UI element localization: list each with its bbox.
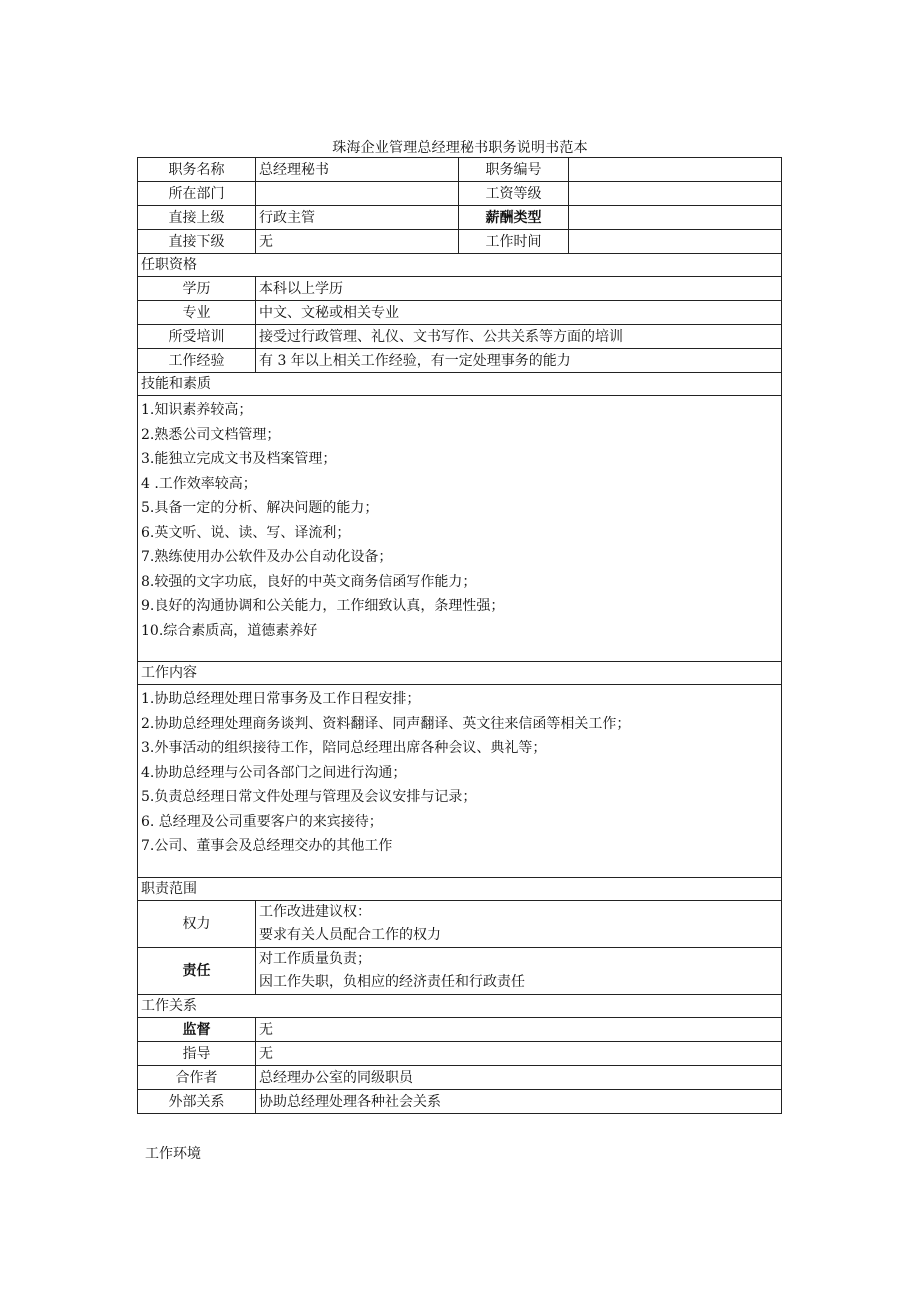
education-label: 学历 — [138, 277, 256, 301]
job-no-value — [569, 158, 782, 182]
list-item: 6.英文听、说、读、写、译流利； — [141, 524, 351, 541]
grade-value — [569, 182, 782, 206]
relations-heading: 工作关系 — [138, 995, 782, 1018]
scope-heading: 职责范围 — [138, 878, 782, 901]
list-item: 4 .工作效率较高； — [141, 475, 257, 492]
work-content-heading: 工作内容 — [138, 662, 782, 685]
job-description-table — [137, 157, 782, 1114]
section-relations — [138, 995, 782, 1018]
supervise-value: 无 — [256, 1018, 782, 1042]
section-qualification — [138, 254, 782, 277]
list-item: 6. 总经理及公司重要客户的来宾接待； — [141, 813, 383, 830]
power-line: 要求有关人员配合工作的权力 — [259, 927, 441, 943]
education-value: 本科以上学历 — [256, 277, 782, 301]
supervise-label: 监督 — [138, 1018, 256, 1042]
power-line: 工作改进建议权： — [259, 904, 371, 920]
section-scope — [138, 878, 782, 901]
section-work-content — [138, 662, 782, 685]
subordinate-label: 直接下级 — [138, 230, 256, 254]
training-label: 所受培训 — [138, 325, 256, 349]
duty-line: 因工作失职，负相应的经济责任和行政责任 — [259, 974, 525, 990]
list-item: 7.熟练使用办公软件及办公自动化设备； — [141, 549, 393, 565]
list-item: 1.知识素养较高； — [141, 402, 253, 418]
external-label: 外部关系 — [138, 1090, 256, 1114]
training-value: 接受过行政管理、礼仪、文书写作、公共关系等方面的培训 — [256, 325, 782, 349]
cooperator-label: 合作者 — [138, 1066, 256, 1090]
major-value: 中文、文秘或相关专业 — [256, 301, 782, 325]
dept-value — [256, 182, 459, 206]
job-name-value: 总经理秘书 — [256, 158, 459, 182]
list-item: 10.综合素质高，道德素养好 — [141, 622, 318, 639]
row-power — [138, 901, 782, 948]
duty-label: 责任 — [138, 948, 256, 995]
row-duty — [138, 948, 782, 995]
row-major — [138, 301, 782, 325]
list-item: 5.负责总经理日常文件处理与管理及会议安排与记录； — [141, 789, 477, 805]
list-item: 8.较强的文字功底，良好的中英文商务信函写作能力； — [141, 573, 477, 590]
guide-value: 无 — [256, 1042, 782, 1066]
experience-label: 工作经验 — [138, 349, 256, 373]
list-item: 4.协助总经理与公司各部门之间进行沟通； — [141, 764, 407, 781]
row-education — [138, 277, 782, 301]
list-item: 7.公司、董事会及总经理交办的其他工作 — [141, 838, 393, 854]
external-value: 协助总经理处理各种社会关系 — [256, 1090, 782, 1114]
row-superior — [138, 206, 782, 230]
job-no-label: 职务编号 — [459, 158, 569, 182]
list-item: 2.协助总经理处理商务谈判、资料翻译、同声翻译、英文往来信函等相关工作； — [141, 715, 631, 732]
row-experience — [138, 349, 782, 373]
row-skills-list — [138, 396, 782, 662]
duty-value — [256, 948, 782, 995]
row-work-content-list — [138, 685, 782, 878]
grade-label: 工资等级 — [459, 182, 569, 206]
list-item: 2.熟悉公司文档管理； — [141, 426, 281, 443]
row-training — [138, 325, 782, 349]
cooperator-value: 总经理办公室的同级职员 — [256, 1066, 782, 1090]
superior-value: 行政主管 — [256, 206, 459, 230]
guide-label: 指导 — [138, 1042, 256, 1066]
work-time-value — [569, 230, 782, 254]
experience-value: 有 3 年以上相关工作经验，有一定处理事务的能力 — [256, 349, 782, 373]
power-label: 权力 — [138, 901, 256, 948]
work-environment-heading: 工作环境 — [145, 1146, 201, 1162]
row-cooperator — [138, 1066, 782, 1090]
work-time-label: 工作时间 — [459, 230, 569, 254]
skills-heading: 技能和素质 — [138, 373, 782, 396]
job-name-label: 职务名称 — [138, 158, 256, 182]
salary-type-label: 薪酬类型 — [459, 206, 569, 230]
row-external — [138, 1090, 782, 1114]
row-subordinate — [138, 230, 782, 254]
superior-label: 直接上级 — [138, 206, 256, 230]
row-supervise — [138, 1018, 782, 1042]
dept-label: 所在部门 — [138, 182, 256, 206]
power-value — [256, 901, 782, 948]
list-item: 1.协助总经理处理日常事务及工作日程安排； — [141, 691, 421, 707]
major-label: 专业 — [138, 301, 256, 325]
list-item: 5.具备一定的分析、解决问题的能力； — [141, 500, 379, 516]
subordinate-value: 无 — [256, 230, 459, 254]
row-guide — [138, 1042, 782, 1066]
document-title: 珠海企业管理总经理秘书职务说明书范本 — [332, 140, 588, 156]
skills-list — [138, 396, 782, 662]
list-item: 3.外事活动的组织接待工作，陪同总经理出席各种会议、典礼等； — [141, 740, 547, 756]
list-item: 3.能独立完成文书及档案管理； — [141, 451, 337, 467]
row-job-name — [138, 158, 782, 182]
row-dept — [138, 182, 782, 206]
salary-type-value — [569, 206, 782, 230]
section-skills — [138, 373, 782, 396]
duty-line: 对工作质量负责； — [259, 951, 371, 967]
list-item: 9.良好的沟通协调和公关能力，工作细致认真，条理性强； — [141, 598, 505, 614]
qualification-heading: 任职资格 — [138, 254, 782, 277]
work-content-list — [138, 685, 782, 878]
